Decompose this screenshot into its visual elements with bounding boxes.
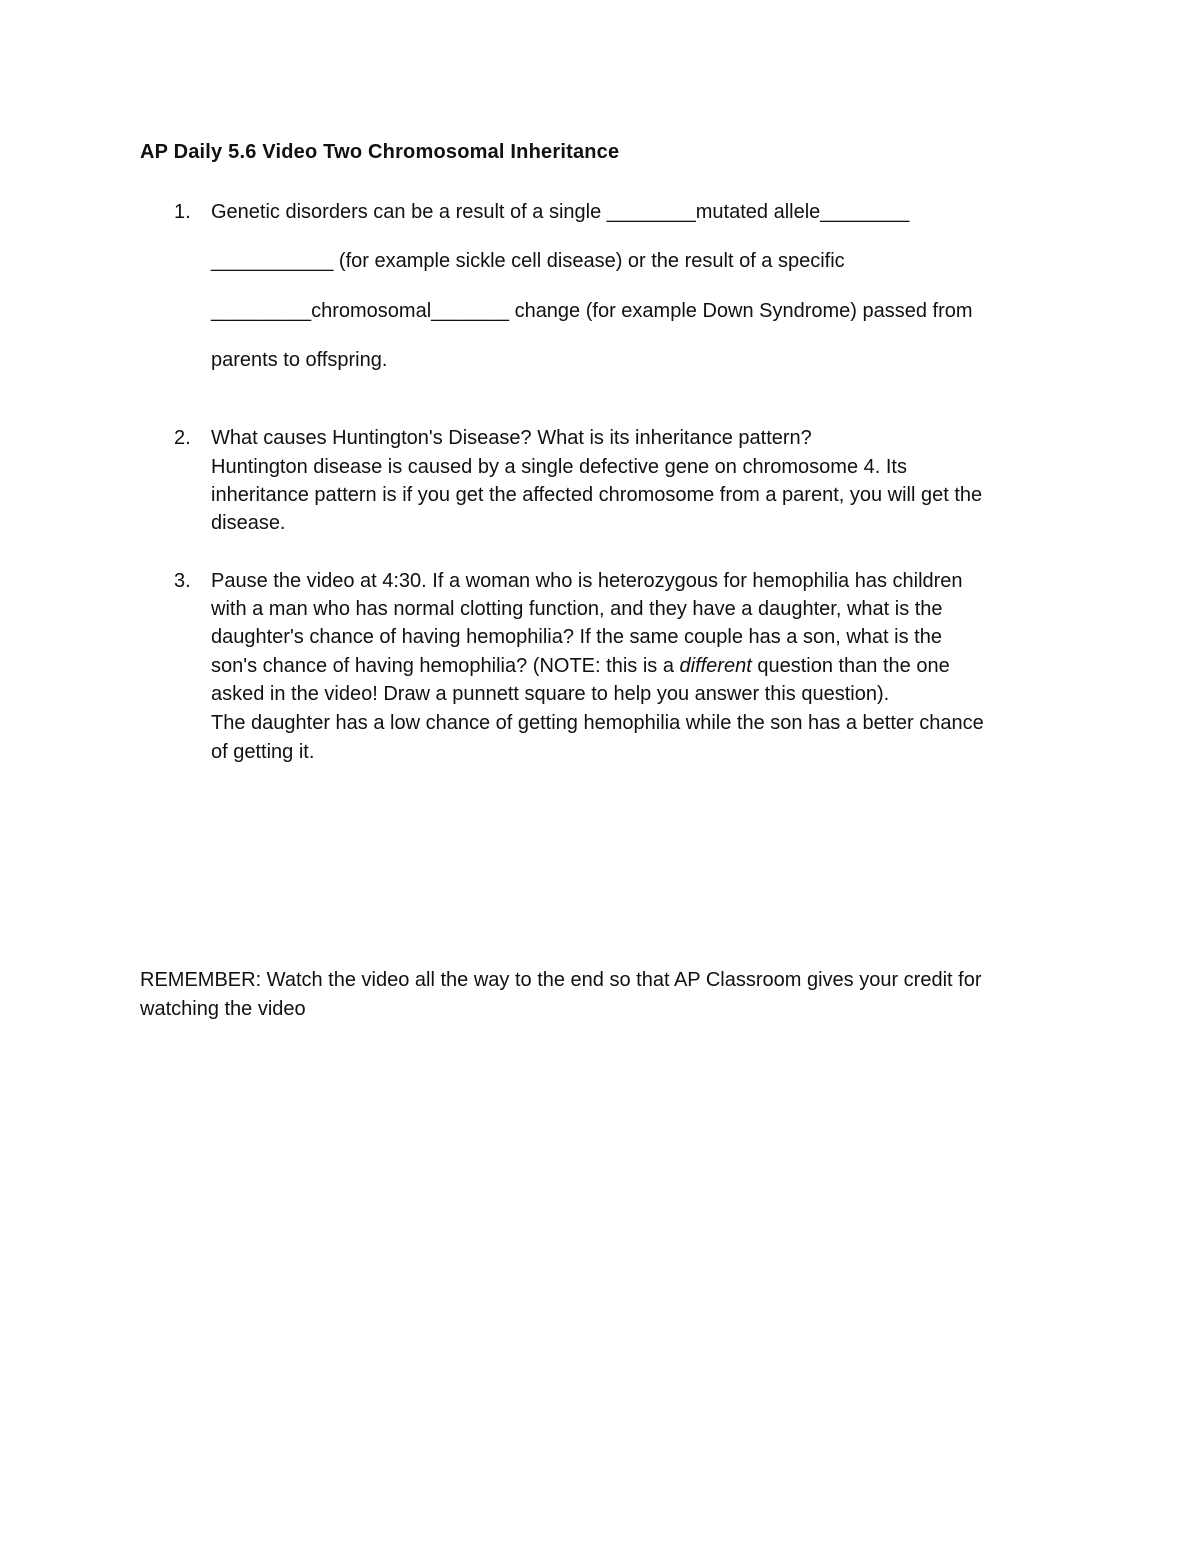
question-3-number: 3. [174,570,191,592]
question-3-answer-line-1: The daughter has a low chance of getting hemophilia while the son has a better chance [211,712,984,734]
question-2-text: What causes Huntington's Disease? What is its inheritance pattern? [211,427,812,449]
question-2-answer-line-3: disease. [211,512,286,534]
question-3-line-4 [211,654,950,678]
question-1-line-3: _________chromosomal_______ change (for example Down Syndrome) passed from [211,300,973,322]
question-2-answer-line-2: inheritance pattern is if you get the affected chromosome from a parent, you will get the [211,484,983,506]
question-3-line-1: Pause the video at 4:30. If a woman who is heterozygous for hemophilia has children [211,570,963,592]
question-2-answer-line-1: Huntington disease is caused by a single defective gene on chromosome 4. Its [211,456,907,478]
question-2-number: 2. [174,427,191,449]
reminder-line-1: REMEMBER: Watch the video all the way to the end so that AP Classroom gives your credit for [140,969,982,991]
question-1-number: 1. [174,201,191,223]
question-3-line-4-end: question than the one [751,655,950,677]
question-3-line-5: asked in the video! Draw a punnett square to help you answer this question). [211,683,890,705]
question-1-line-4: parents to offspring. [211,349,388,371]
question-1-line-1: Genetic disorders can be a result of a single ________mutated allele________ [211,201,910,223]
reminder-line-2: watching the video [140,998,306,1020]
page-title: AP Daily 5.6 Video Two Chromosomal Inheritance [140,141,620,163]
question-3-line-3: daughter's chance of having hemophilia? If the same couple has a son, what is the [211,626,942,648]
question-3-answer-line-2: of getting it. [211,741,315,763]
question-3-line-2: with a man who has normal clotting function, and they have a daughter, what is the [211,598,943,620]
question-3-italic-word: different [679,655,752,677]
question-3-line-4-start: son's chance of having hemophilia? (NOTE: this is a [211,655,680,677]
question-1-line-2: ___________ (for example sickle cell disease) or the result of a specific [211,250,845,272]
